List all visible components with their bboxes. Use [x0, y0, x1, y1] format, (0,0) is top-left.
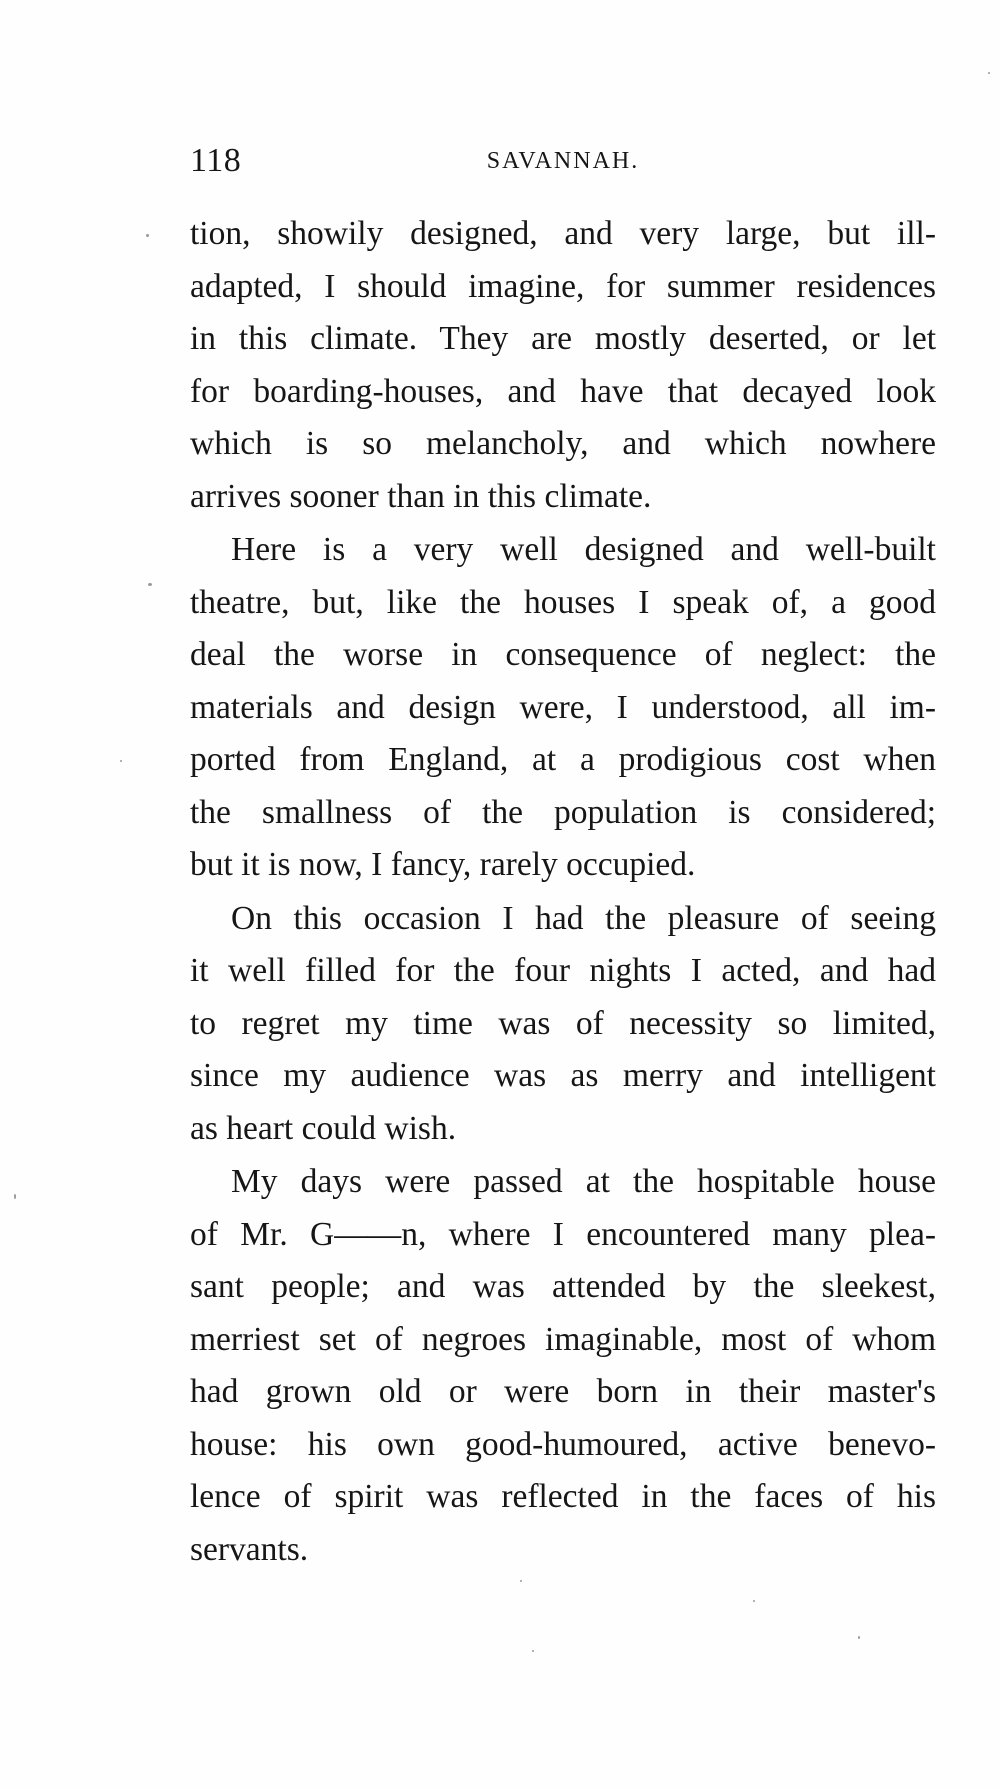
text-line: materials and design were, I understood, all im- — [190, 688, 936, 726]
text-line: of Mr. G——n, where I encountered many plea- — [190, 1215, 936, 1253]
text-line: as heart could wish. — [190, 1109, 457, 1147]
text-line: adapted, I should imagine, for summer residences — [190, 267, 936, 305]
scan-speck — [520, 1580, 522, 1582]
text-line: theatre, but, like the houses I speak of, a good — [190, 583, 936, 621]
scan-speck — [988, 72, 990, 74]
paragraph-4 — [190, 1156, 936, 1576]
text-line: the smallness of the population is considered; — [190, 793, 936, 831]
scan-speck — [146, 234, 149, 237]
paragraph-2 — [190, 524, 936, 892]
text-line: tion, showily designed, and very large, but ill- — [190, 215, 936, 252]
text-line: arrives sooner than in this climate. — [190, 477, 652, 515]
text-line: ported from England, at a prodigious cost when — [190, 741, 936, 778]
scan-speck — [148, 583, 152, 586]
body-text — [190, 208, 936, 1577]
text-line: On this occasion I had the pleasure of seeing — [231, 899, 936, 937]
scan-speck — [14, 1194, 16, 1199]
scan-speck — [120, 760, 122, 762]
scan-speck — [858, 1636, 860, 1639]
text-line: had grown old or were born in their master's — [190, 1373, 936, 1410]
text-line: it well filled for the four nights I acted, and had — [190, 952, 936, 989]
text-line: deal the worse in consequence of neglect: the — [190, 636, 936, 673]
text-line: which is so melancholy, and which nowhere — [190, 425, 936, 462]
page-number: 118 — [190, 142, 242, 179]
scan-speck — [532, 1650, 534, 1652]
text-line: in this climate. They are mostly deserted, or let — [190, 320, 936, 357]
text-line: Here is a very well designed and well-built — [231, 531, 936, 568]
text-line: for boarding-houses, and have that decayed look — [190, 372, 936, 410]
running-head — [190, 142, 936, 182]
text-line: lence of spirit was reflected in the faces of his — [190, 1478, 936, 1515]
text-line: since my audience was as merry and intelligent — [190, 1057, 936, 1094]
text-line: but it is now, I fancy, rarely occupied. — [190, 846, 696, 883]
text-line: sant people; and was attended by the sleekest, — [190, 1268, 936, 1305]
text-line: merriest set of negroes imaginable, most of whom — [190, 1320, 936, 1358]
running-title: SAVANNAH. — [486, 148, 640, 174]
text-line: servants. — [190, 1530, 309, 1568]
paragraph-1 — [190, 208, 936, 523]
scan-speck — [753, 1600, 755, 1602]
text-line: house: his own good-humoured, active benevo- — [190, 1425, 936, 1463]
text-line: to regret my time was of necessity so limited, — [190, 1004, 936, 1042]
paragraph-3 — [190, 893, 936, 1156]
text-line: My days were passed at the hospitable house — [231, 1163, 936, 1200]
